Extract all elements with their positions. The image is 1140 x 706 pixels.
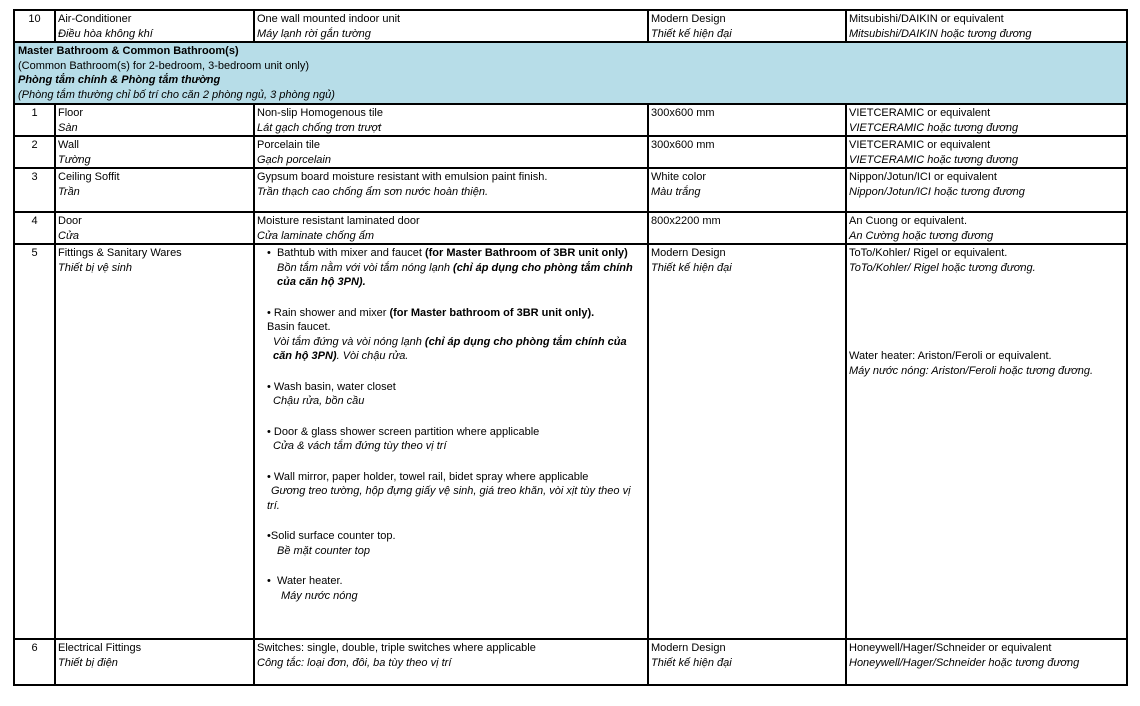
brand-cell xyxy=(846,244,1127,639)
bullet-en: Rain shower and mixer xyxy=(273,306,390,319)
bullet-icon: • xyxy=(267,306,274,319)
item-en: Air-Conditioner xyxy=(58,13,132,25)
table-row-electrical xyxy=(14,639,1127,685)
item-vi: Điều hòa không khí xyxy=(58,27,153,40)
item-vi: Sàn xyxy=(58,121,78,134)
desc-vi: Trần thạch cao chống ẩm sơn nước hoàn thiện. xyxy=(257,185,489,198)
item-vi: Cửa xyxy=(58,229,80,242)
brand-cell xyxy=(846,136,1127,168)
desc-en: Porcelain tile xyxy=(257,139,320,151)
description-cell xyxy=(254,136,648,168)
bullet-en: Wash basin, water closet xyxy=(273,380,396,393)
row-number: 2 xyxy=(14,136,55,168)
spec-cell xyxy=(648,639,846,685)
desc-vi: Lát gạch chống trơn trượt xyxy=(257,121,382,134)
brand-vi: VIETCERAMIC hoặc tương đương xyxy=(849,121,1019,134)
spec-cell xyxy=(648,212,846,244)
item-vi: Thiết bị điện xyxy=(58,656,118,669)
bullet-vi: Máy nước nóng xyxy=(281,589,358,602)
description-cell xyxy=(254,168,648,212)
bullet-vi-bold: (chỉ áp dụng cho phòng tắm chính của căn hộ 3PN). xyxy=(277,261,633,288)
bullet-vi: Cửa & vách tắm đứng tùy theo vị trí xyxy=(273,440,447,452)
bullet-en-bold: (for Master bathroom of 3BR unit only). xyxy=(389,306,595,319)
brand-en: An Cuong or equivalent. xyxy=(849,215,968,227)
section-title-vi: Phòng tắm chính & Phòng tắm thường xyxy=(18,74,221,86)
item-en: Wall xyxy=(58,139,79,151)
bullet-item xyxy=(267,574,645,603)
row-number: 3 xyxy=(14,168,55,212)
bullet-vi: Vòi tắm đứng và vòi nóng lạnh xyxy=(273,335,425,348)
bullet-icon: • xyxy=(267,575,277,587)
desc-vi: Công tắc: loại đơn, đôi, ba tùy theo vị trí xyxy=(257,656,452,669)
spec-cell xyxy=(648,104,846,136)
brand-vi: An Cường hoặc tương đương xyxy=(849,229,994,242)
description-cell xyxy=(254,244,648,639)
spec-en: Modern Design xyxy=(651,247,726,259)
item-en: Fittings & Sanitary Wares xyxy=(58,247,182,259)
brand-vi: Mitsubishi/DAIKIN hoặc tương đương xyxy=(849,27,1032,40)
spec-vi: Màu trắng xyxy=(651,185,701,198)
brand-en: Nippon/Jotun/ICI or equivalent xyxy=(849,171,997,183)
bullet-icon: • xyxy=(267,530,271,542)
item-cell xyxy=(55,212,254,244)
item-cell xyxy=(55,639,254,685)
brand-cell xyxy=(846,639,1127,685)
item-en: Electrical Fittings xyxy=(58,642,142,654)
row-number: 10 xyxy=(14,10,55,42)
bullet-item xyxy=(267,246,645,290)
bullet-vi: Gương treo tường, hộp đựng giấy vệ sinh, giá treo khăn, vòi xịt tùy theo vị trí. xyxy=(267,485,631,512)
table-row xyxy=(14,104,1127,136)
desc-en: Switches: single, double, triple switches where applicable xyxy=(257,642,536,654)
brand-cell xyxy=(846,104,1127,136)
bullet-en: Bathtub with mixer and faucet xyxy=(276,247,425,259)
bullet-en: Water heater. xyxy=(276,575,343,587)
brand-en: VIETCERAMIC or equivalent xyxy=(849,107,991,119)
bullet-vi: Chậu rửa, bồn cầu xyxy=(273,395,365,407)
desc-vi: Máy lạnh rời gắn tường xyxy=(257,27,371,40)
row-number: 1 xyxy=(14,104,55,136)
brand-vi: Honeywell/Hager/Schneider hoặc tương đương xyxy=(849,656,1080,669)
spec-cell xyxy=(648,168,846,212)
item-en: Floor xyxy=(58,107,84,119)
desc-vi: Cửa laminate chống ẩm xyxy=(257,229,375,242)
spec-vi: Thiết kế hiện đại xyxy=(651,261,732,274)
brand-en: Mitsubishi/DAIKIN or equivalent xyxy=(849,13,1004,25)
table-row-air-conditioner xyxy=(14,10,1127,42)
spec-cell xyxy=(648,136,846,168)
brand-vi: VIETCERAMIC hoặc tương đương xyxy=(849,153,1019,166)
item-vi: Tường xyxy=(58,153,91,166)
desc-en: Gypsum board moisture resistant with emulsion paint finish. xyxy=(257,171,548,183)
bullet-en: Door & glass shower screen partition where applicable xyxy=(273,425,540,438)
item-en: Door xyxy=(58,215,82,227)
row-number: 5 xyxy=(14,244,55,639)
bullet-icon: • xyxy=(267,247,277,259)
bullet-vi: Bồn tắm nằm với vòi tắm nóng lạnh xyxy=(277,261,454,274)
bullet-en-bold: (for Master Bathroom of 3BR unit only) xyxy=(424,247,628,259)
bullet-item xyxy=(267,529,645,558)
section-note-vi: (Phòng tắm thường chỉ bố trí cho căn 2 phòng ngủ, 3 phòng ngủ) xyxy=(18,88,335,101)
item-cell xyxy=(55,244,254,639)
table-row xyxy=(14,168,1127,212)
desc-en: Moisture resistant laminated door xyxy=(257,215,420,227)
bullet-vi-extra: . Vòi chậu rửa. xyxy=(336,350,409,362)
brand-vi: Nippon/Jotun/ICI hoặc tương đương xyxy=(849,185,1025,198)
spec-en: 300x600 mm xyxy=(651,139,715,151)
item-vi: Thiết bị vệ sinh xyxy=(58,261,132,274)
spec-cell xyxy=(648,10,846,42)
spec-en: 300x600 mm xyxy=(651,107,715,119)
brand-cell xyxy=(846,168,1127,212)
bullet-item xyxy=(267,380,645,409)
bullet-en-extra: Basin faucet. xyxy=(267,321,331,333)
desc-vi: Gạch porcelain xyxy=(257,153,331,166)
spec-en: Modern Design xyxy=(651,642,726,654)
brand-cell xyxy=(846,212,1127,244)
description-cell xyxy=(254,639,648,685)
bullet-icon: • xyxy=(267,380,274,393)
section-note-en: (Common Bathroom(s) for 2-bedroom, 3-bedroom unit only) xyxy=(18,59,310,72)
spec-vi: Thiết kế hiện đại xyxy=(651,27,732,40)
spec-vi: Thiết kế hiện đại xyxy=(651,656,732,669)
item-cell xyxy=(55,136,254,168)
description-cell xyxy=(254,10,648,42)
bullet-en: Solid surface counter top. xyxy=(270,530,396,542)
item-cell xyxy=(55,104,254,136)
spec-en: Modern Design xyxy=(651,13,726,25)
bullet-vi: Bề mặt counter top xyxy=(277,544,370,557)
brand-en: ToTo/Kohler/ Rigel or equivalent. xyxy=(849,247,1008,259)
description-cell xyxy=(254,212,648,244)
section-title-en: Master Bathroom & Common Bathroom(s) xyxy=(18,45,239,57)
bullet-icon: • xyxy=(267,425,274,438)
item-vi: Trần xyxy=(58,185,80,198)
item-cell xyxy=(55,10,254,42)
bullet-icon: • xyxy=(267,470,274,483)
water-heater-brand-en: Water heater: Ariston/Feroli or equivalent. xyxy=(849,350,1052,362)
bullet-vi-bold: (chỉ áp dụng cho phòng tắm chính của căn hộ 3PN) xyxy=(273,335,627,362)
brand-cell xyxy=(846,10,1127,42)
item-en: Ceiling Soffit xyxy=(58,171,120,183)
brand-en: Honeywell/Hager/Schneider or equivalent xyxy=(849,642,1052,654)
specification-table xyxy=(13,9,1128,686)
row-number: 6 xyxy=(14,639,55,685)
bullet-item xyxy=(267,306,645,364)
table-row xyxy=(14,212,1127,244)
bullet-item xyxy=(267,425,645,454)
desc-en: One wall mounted indoor unit xyxy=(257,13,401,25)
spec-en: 800x2200 mm xyxy=(651,215,721,227)
brand-vi: ToTo/Kohler/ Rigel hoặc tương đương. xyxy=(849,261,1036,274)
table-row xyxy=(14,136,1127,168)
bullet-item xyxy=(267,470,645,514)
spec-cell xyxy=(648,244,846,639)
spec-en: White color xyxy=(651,171,707,183)
bullet-en: Wall mirror, paper holder, towel rail, bidet spray where applicable xyxy=(273,470,589,483)
desc-en: Non-slip Homogenous tile xyxy=(257,107,383,119)
water-heater-brand-vi: Máy nước nóng: Ariston/Feroli hoặc tương đương. xyxy=(849,364,1094,377)
item-cell xyxy=(55,168,254,212)
row-number: 4 xyxy=(14,212,55,244)
table-row-fittings xyxy=(14,244,1127,639)
section-header-cell xyxy=(14,42,1127,104)
description-cell xyxy=(254,104,648,136)
section-header-bathroom xyxy=(14,42,1127,104)
brand-en: VIETCERAMIC or equivalent xyxy=(849,139,991,151)
